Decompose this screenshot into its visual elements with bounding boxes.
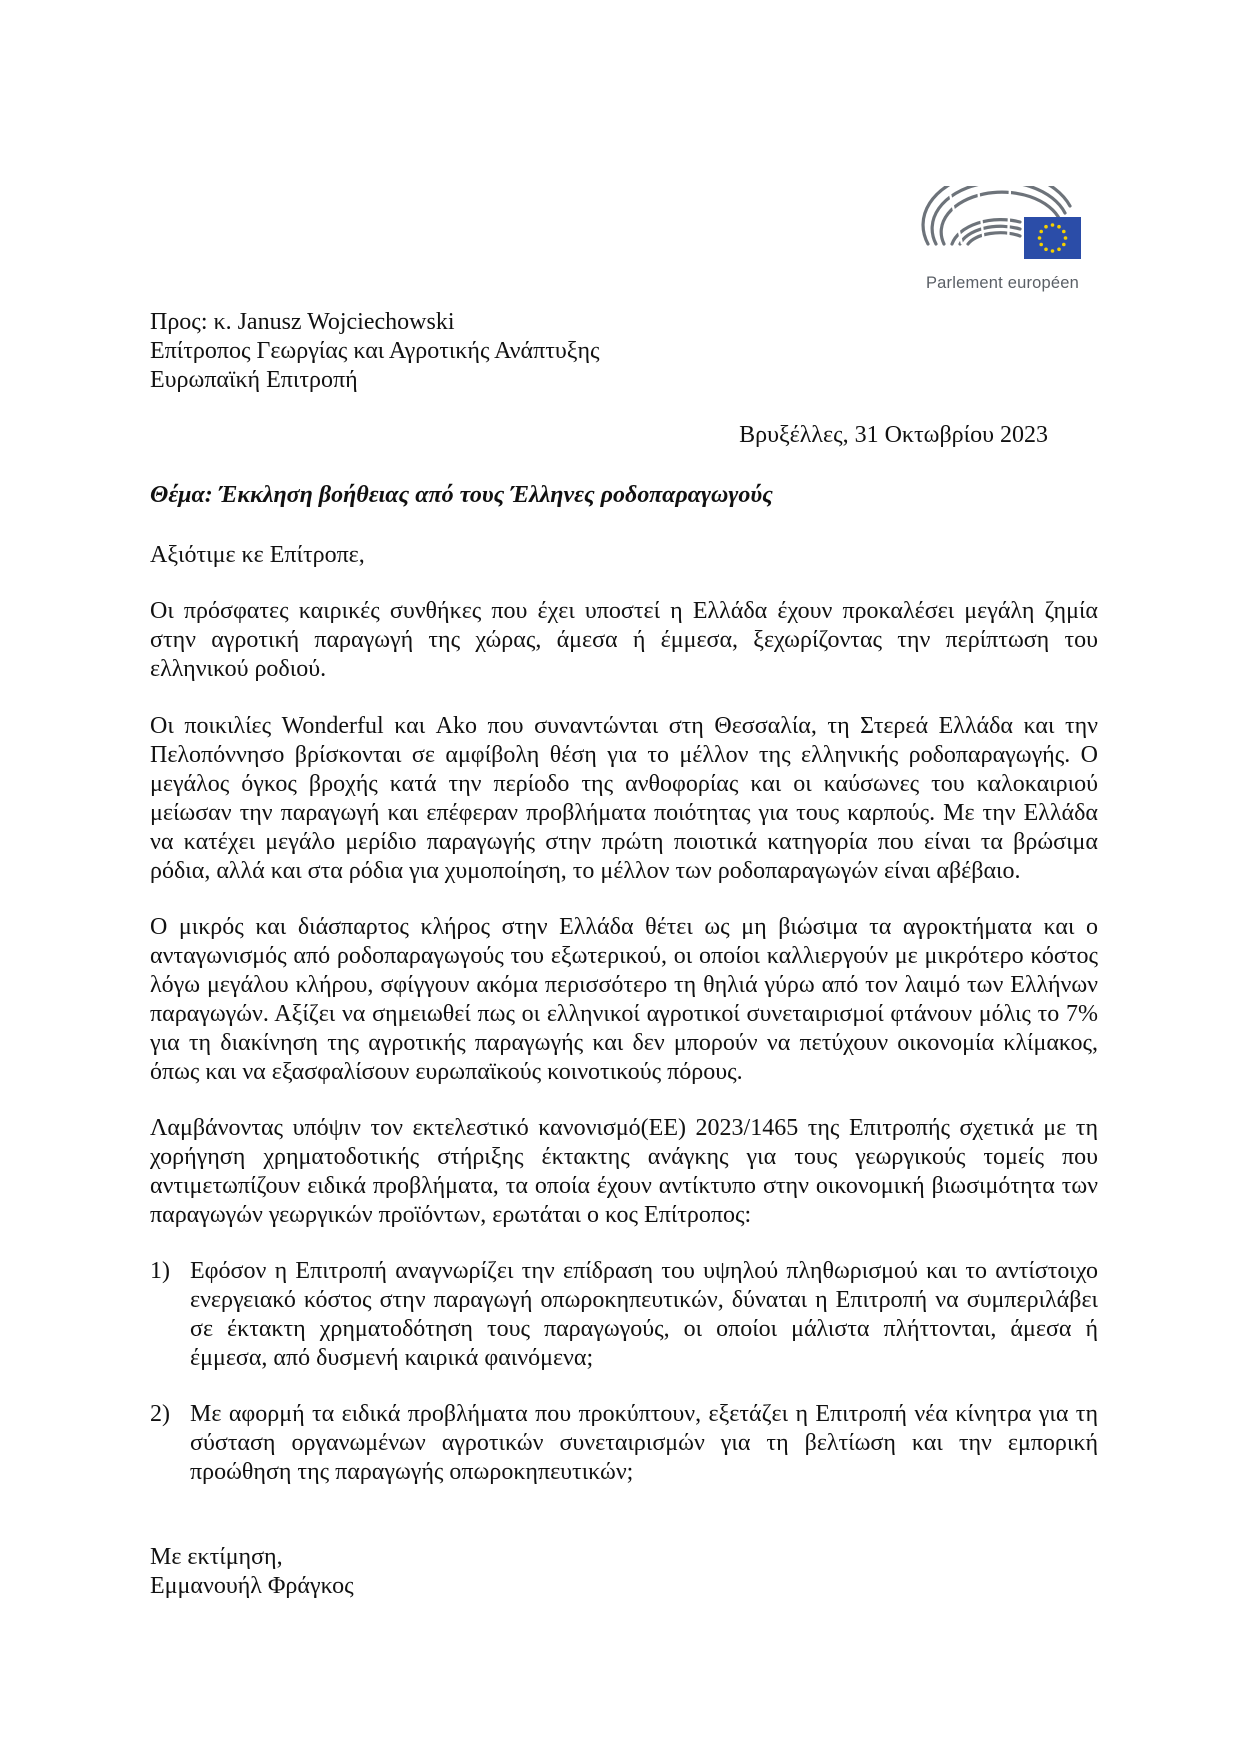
signatory-name: Εμμανουήλ Φράγκος xyxy=(150,1573,354,1599)
question-number: 1) xyxy=(150,1258,170,1284)
recipient-name: Προς: κ. Janusz Wojciechowski xyxy=(150,309,455,335)
letter-date: Βρυξέλλες, 31 Οκτωβρίου 2023 xyxy=(739,422,1048,448)
question-1 xyxy=(150,1257,1098,1373)
paragraph-4: Λαμβάνοντας υπόψιν τον εκτελεστικό κανονισμό(ΕΕ) 2023/1465 της Επιτροπής σχετικά με τη χορήγηση χρηματοδοτικής στήριξης έκτακτης ανάγκης για τους γεωργικούς τομείς που αντιμετωπίζουν ειδικά προβλήματα, τα οποία έχουν αντίκτυπο στην οικονομική βιωσιμότητα των παραγωγών γεωργικών προϊόντων, ερωτάται ο κος Επίτροπος: xyxy=(150,1115,1098,1228)
logo-caption: Parlement européen xyxy=(925,274,1080,292)
question-2 xyxy=(150,1400,1098,1487)
question-text: Εφόσον η Επιτροπή αναγνωρίζει την επίδραση του υψηλού πληθωρισμού και το αντίστοιχο ενεργειακό κόστος στην παραγωγή οπωροκηπευτικών, δύναται η Επιτροπή να συμπεριλάβει σε έκτακτη χρηματοδότηση τους παραγωγούς, οι οποίοι μάλιστα πλήττονται, άμεσα ή έμμεσα, από δυσμενή καιρικά φαινόμενα; xyxy=(190,1258,1098,1371)
salutation: Αξιότιμε κε Επίτροπε, xyxy=(150,542,365,568)
closing-block xyxy=(150,1543,354,1601)
question-text: Με αφορμή τα ειδικά προβλήματα που προκύπτουν, εξετάζει η Επιτροπή νέα κίνητρα για τη σύσταση οργανωμένων αγροτικών συνεταιρισμών για τη βελτίωση και την εμπορική προώθηση της παραγωγής οπωροκηπευτικών; xyxy=(190,1401,1098,1485)
paragraph-1: Οι πρόσφατες καιρικές συνθήκες που έχει υποστεί η Ελλάδα έχουν προκαλέσει μεγάλη ζημία στην αγροτική παραγωγή της χώρας, άμεσα ή έμμεσα, ξεχωρίζοντας την περίπτωση του ελληνικού ροδιού. xyxy=(150,598,1098,682)
question-number: 2) xyxy=(150,1401,170,1427)
letter-subject: Θέμα: Έκκληση βοήθειας από τους Έλληνες ροδοπαραγωγούς xyxy=(150,482,773,508)
paragraph-3: Ο μικρός και διάσπαρτος κλήρος στην Ελλάδα θέτει ως μη βιώσιμα τα αγροκτήματα και ο ανταγωνισμός από ροδοπαραγωγούς του εξωτερικού, οι οποίοι καλλιεργούν με μικρότερο κόστος λόγω μεγάλου κλήρου, σφίγγουν ακόμα περισσότερο τη θηλιά γύρω από τον λαιμό των Ελλήνων παραγωγών. Αξίζει να σημειωθεί πως οι ελληνικοί αγροτικοί συνεταιρισμοί φτάνουν μόλις το 7% για τη διακίνηση της αγροτικής παραγωγής και δεν μπορούν να πετύχουν οικονομία κλίμακος, όπως και να εξασφαλίσουν ευρωπαϊκούς κοινοτικούς πόρους. xyxy=(150,914,1098,1085)
paragraph-2: Οι ποικιλίες Wonderful και Ako που συναντώνται στη Θεσσαλία, τη Στερεά Ελλάδα και την Πελοπόννησο βρίσκονται σε αμφίβολη θέση για το μέλλον της ελληνικής ροδοπαραγωγής. Ο μεγάλος όγκος βροχής κατά την περίοδο της ανθοφορίας και οι καύσωνες του καλοκαιριού μείωσαν την παραγωγή και επέφεραν προβλήματα ποιότητας για τους καρπούς. Με την Ελλάδα να κατέχει μεγάλο μερίδιο παραγωγής στην πρώτη ποιοτικά κατηγορία που είναι τα βρώσιμα ρόδια, αλλά και στα ρόδια για χυμοποίηση, το μέλλον των ροδοπαραγωγών είναι αβέβαιο. xyxy=(150,713,1098,884)
hemicycle-eu-flag-icon xyxy=(920,186,1085,276)
recipient-block xyxy=(150,308,600,395)
european-parliament-logo xyxy=(920,186,1085,296)
recipient-title: Επίτροπος Γεωργίας και Αγροτικής Ανάπτυξης xyxy=(150,338,600,364)
closing-phrase: Με εκτίμηση, xyxy=(150,1544,283,1570)
recipient-organization: Ευρωπαϊκή Επιτροπή xyxy=(150,367,358,393)
